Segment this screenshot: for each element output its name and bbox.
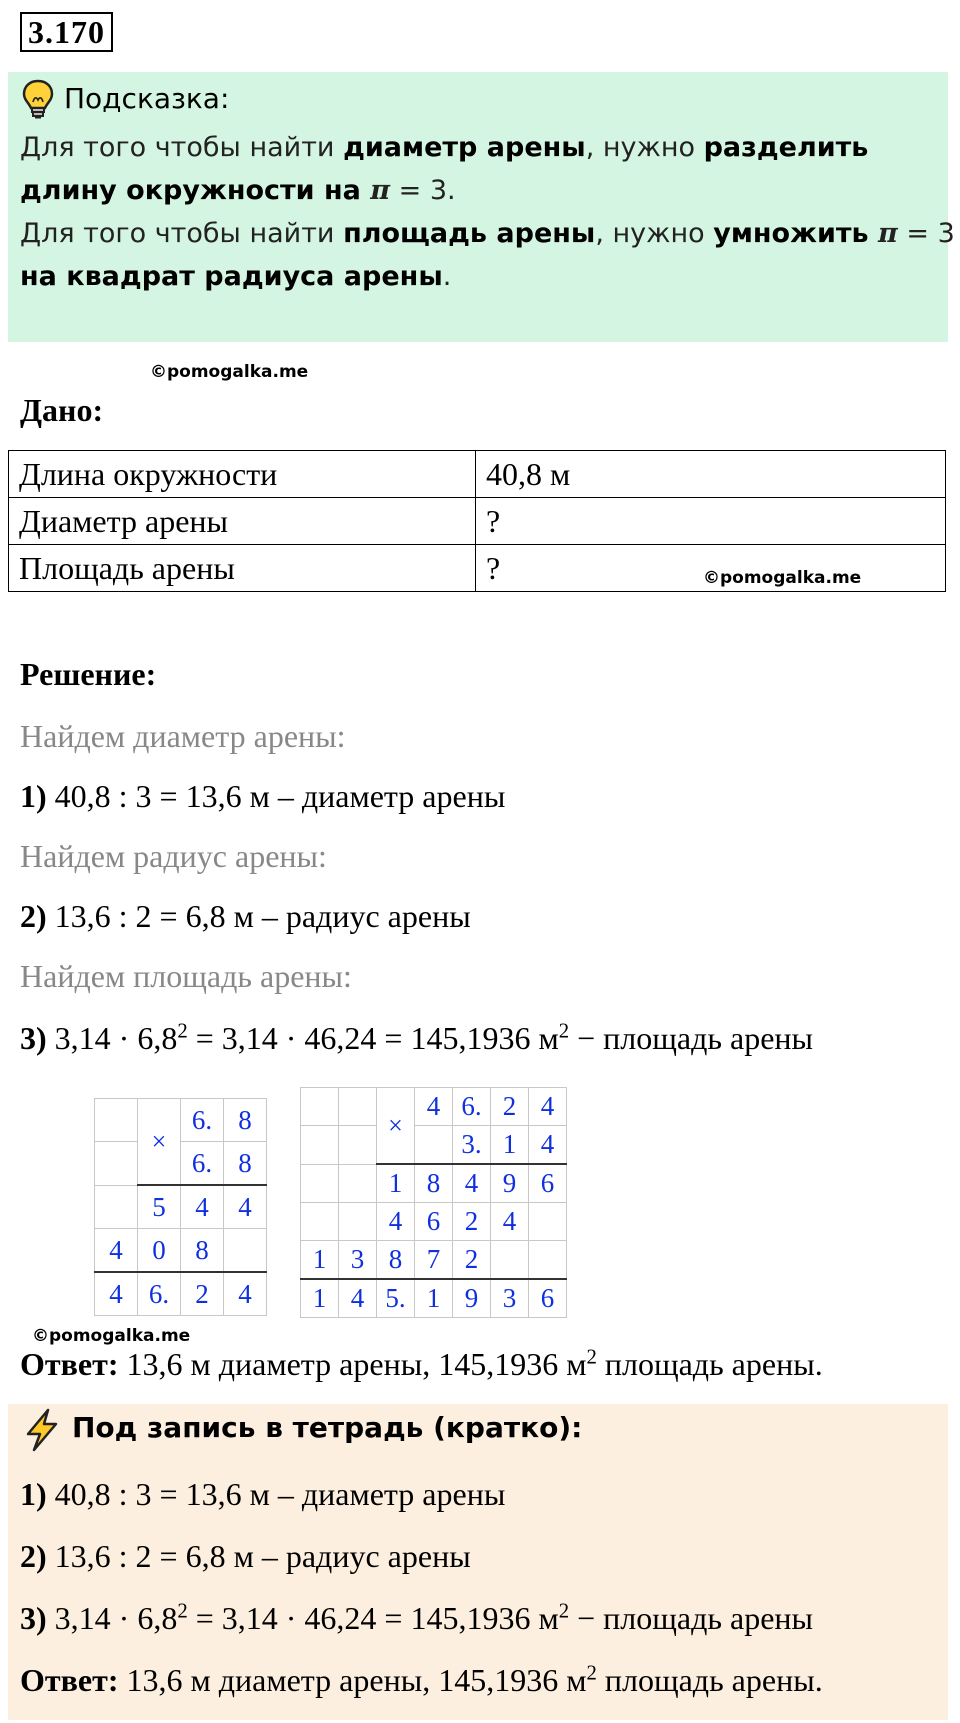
notes-step-1: 1) 40,8 : 3 = 13,6 м – диаметр арены [20, 1476, 506, 1512]
hint-line-3: Для того чтобы найти площадь арены, нужно умножить π = 3 [20, 218, 955, 249]
multiplication-grid-1 [94, 1098, 267, 1316]
hint-title: Подсказка: [64, 82, 230, 115]
grid-cell: 6 [529, 1164, 567, 1203]
given-label: Площадь арены [9, 545, 476, 592]
grid-cell: 9 [491, 1164, 529, 1203]
grid-cell: 4 [415, 1088, 453, 1126]
solution-comment-3: Найдем площадь арены: [20, 958, 352, 994]
table-row [9, 545, 946, 592]
lightning-icon [22, 1408, 62, 1452]
grid-cell [339, 1203, 377, 1241]
grid-cell: 3. [453, 1126, 491, 1165]
table-row [9, 451, 946, 498]
grid-cell: 6 [415, 1203, 453, 1241]
grid-cell: 4 [224, 1185, 267, 1229]
grid-cell: 7 [415, 1241, 453, 1280]
grid-cell: 1 [415, 1279, 453, 1318]
task-number: 3.170 [20, 12, 113, 52]
grid-cell: 2 [453, 1241, 491, 1280]
table-row [9, 498, 946, 545]
grid-cell [95, 1099, 138, 1142]
given-heading: Дано: [20, 392, 104, 428]
grid-cell: 0 [138, 1229, 181, 1273]
grid-cell: 2 [491, 1088, 529, 1126]
grid-cell: 3 [491, 1279, 529, 1318]
grid-cell [301, 1164, 339, 1203]
grid-cell: 3 [339, 1241, 377, 1280]
solution-step-3: 3) $3,14 \cdot 6,8^2 = 3,14 \cdot 46,24 = 145,1936$ $м^2$ − площадь арены [20, 1019, 814, 1056]
hint-line-2: длину окружности на π = 3. [20, 175, 456, 206]
grid-cell [95, 1185, 138, 1229]
grid-cell [301, 1088, 339, 1126]
lightbulb-icon [20, 78, 56, 120]
grid-cell [529, 1203, 567, 1241]
grid-cell: 5 [138, 1185, 181, 1229]
given-label: Диаметр арены [9, 498, 476, 545]
grid-cell: 8 [415, 1164, 453, 1203]
notes-step-3: 3) $3,14 \cdot 6,8^2 = 3,14 \cdot 46,24 = 145,1936$ $м^2$ − площадь арены [20, 1599, 814, 1636]
grid-cell: 4 [377, 1203, 415, 1241]
grid-cell: 9 [453, 1279, 491, 1318]
grid-cell [339, 1126, 377, 1165]
grid-cell: 6. [453, 1088, 491, 1126]
grid-cell [339, 1164, 377, 1203]
grid-cell: 8 [224, 1099, 267, 1142]
notes-step-2: 2) 13,6 : 2 = 6,8 м – радиус арены [20, 1538, 471, 1574]
grid-cell [491, 1241, 529, 1280]
grid-cell: 8 [377, 1241, 415, 1280]
grid-cell: 1 [491, 1126, 529, 1165]
grid-cell [529, 1241, 567, 1280]
grid-cell: 4 [453, 1164, 491, 1203]
grid-cell: 2 [181, 1272, 224, 1316]
watermark: ©pomogalka.me [150, 362, 309, 382]
grid-cell: 4 [529, 1126, 567, 1165]
grid-cell: 1 [301, 1279, 339, 1318]
given-table [8, 450, 946, 592]
grid-cell: 6. [138, 1272, 181, 1316]
grid-cell: 4 [339, 1279, 377, 1318]
grid-cell: 1 [377, 1164, 415, 1203]
grid-cell [339, 1088, 377, 1126]
grid-cell: 8 [181, 1229, 224, 1273]
grid-cell: 5. [377, 1279, 415, 1318]
grid-cell: 4 [181, 1185, 224, 1229]
grid-cell: 1 [301, 1241, 339, 1280]
given-label: Длина окружности [9, 451, 476, 498]
solution-step-1: 1) 40,8 : 3 = 13,6 м – диаметр арены [20, 778, 506, 814]
grid-cell: 4 [491, 1203, 529, 1241]
grid-cell [95, 1142, 138, 1186]
hint-line-4: на квадрат радиуса арены. [20, 261, 452, 292]
hint-line-1: Для того чтобы найти диаметр арены, нужно разделить [20, 132, 869, 163]
watermark: ©pomogalka.me [703, 568, 862, 588]
grid-cell: 6. [181, 1099, 224, 1142]
multiply-sign: × [138, 1099, 181, 1186]
watermark: ©pomogalka.me [32, 1326, 191, 1346]
grid-cell: 4 [95, 1229, 138, 1273]
given-value: 40,8 м [476, 451, 946, 498]
grid-cell [415, 1126, 453, 1165]
grid-cell: 2 [453, 1203, 491, 1241]
grid-cell: 4 [529, 1088, 567, 1126]
solution-step-2: 2) 13,6 : 2 = 6,8 м – радиус арены [20, 898, 471, 934]
grid-cell: 4 [224, 1272, 267, 1316]
grid-cell: 8 [224, 1142, 267, 1186]
grid-cell [301, 1203, 339, 1241]
multiply-sign: × [377, 1088, 415, 1165]
given-value: ? [476, 498, 946, 545]
notes-answer: Ответ: 13,6 м диаметр арены, 145,1936 $м^2$ площадь арены. [20, 1661, 823, 1698]
solution-comment-1: Найдем диаметр арены: [20, 718, 346, 754]
solution-heading: Решение: [20, 656, 157, 692]
multiplication-grid-2 [300, 1087, 567, 1318]
grid-cell: 4 [95, 1272, 138, 1316]
notes-title: Под запись в тетрадь (кратко): [72, 1411, 583, 1444]
grid-cell [301, 1126, 339, 1165]
answer: Ответ: 13,6 м диаметр арены, 145,1936 $м^2$ площадь арены. [20, 1345, 823, 1382]
grid-cell [224, 1229, 267, 1273]
grid-cell: 6 [529, 1279, 567, 1318]
given-value: ? [476, 545, 946, 592]
grid-cell: 6. [181, 1142, 224, 1186]
solution-comment-2: Найдем радиус арены: [20, 838, 327, 874]
